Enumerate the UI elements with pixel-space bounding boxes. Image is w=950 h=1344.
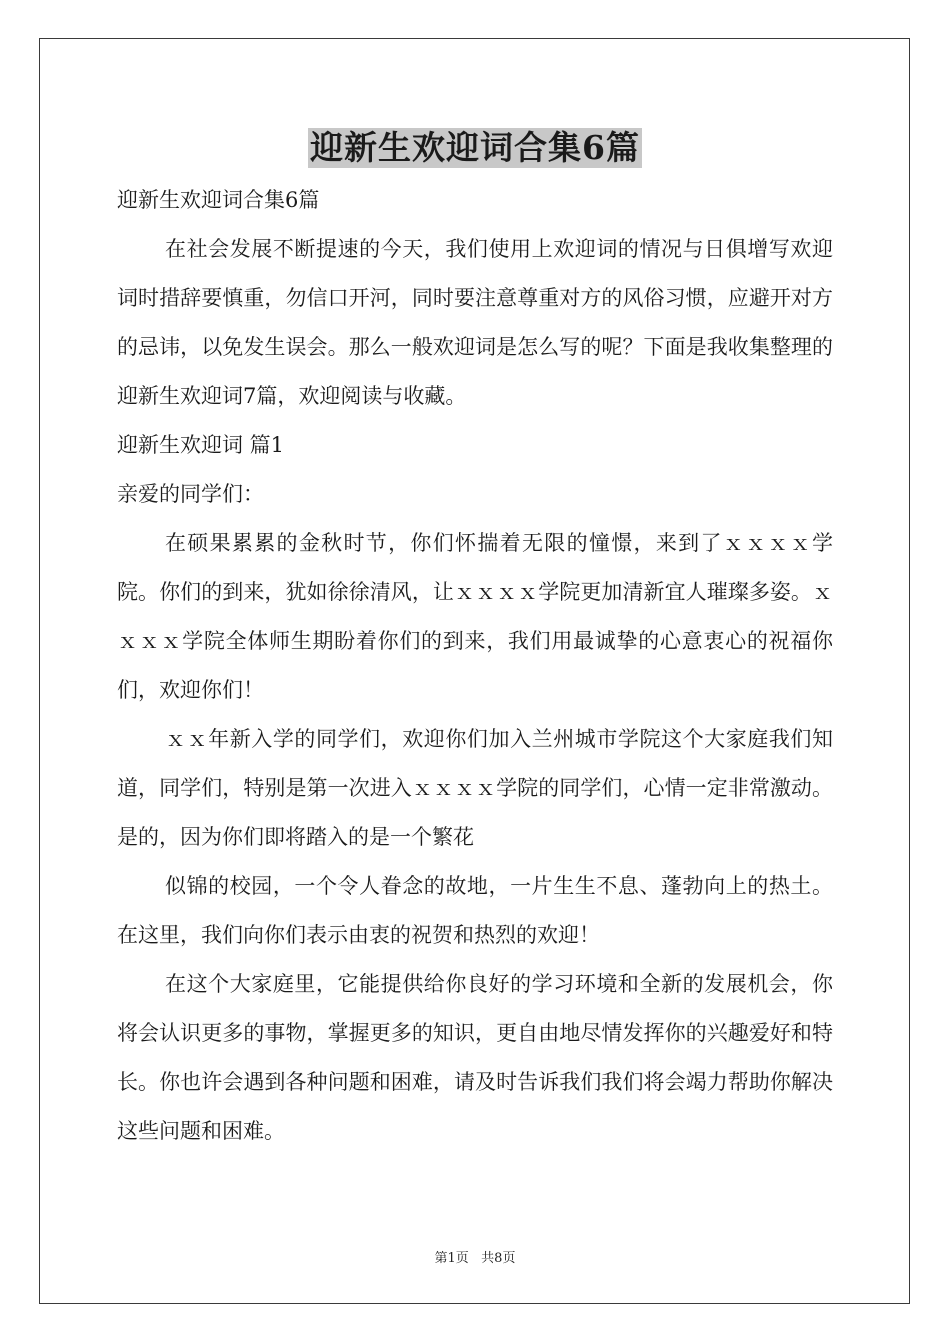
salutation: 亲爱的同学们： <box>117 482 264 506</box>
body-paragraph-2: ｘｘ年新入学的同学们，欢迎你们加入兰州城市学院这个大家庭我们知道，同学们，特别是第一次进入ｘｘｘｘ学院的同学们，心情一定非常激动。是的，因为你们即将踏入的是一个繁花 <box>117 727 833 849</box>
page-footer: 第1页 共8页 <box>434 1251 516 1266</box>
body-paragraph-1: 在硕果累累的金秋时节，你们怀揣着无限的憧憬，来到了ｘｘｘｘ学院。你们的到来，犹如徐徐清风，让ｘｘｘｘ学院更加清新宜人璀璨多姿。ｘｘｘｘ学院全体师生期盼着你们的到来，我们用最诚挚的心意衷心的祝福你们，欢迎你们！ <box>117 531 833 702</box>
document-subtitle: 迎新生欢迎词合集6篇 <box>117 188 320 212</box>
document-title <box>0 128 950 168</box>
document-body <box>117 176 833 1156</box>
intro-paragraph: 在社会发展不断提速的今天，我们使用上欢迎词的情况与日俱增写欢迎词时措辞要慎重，勿信口开河，同时要注意尊重对方的风俗习惯，应避开对方的忌讳，以免发生误会。那么一般欢迎词是怎么写的呢？下面是我收集整理的迎新生欢迎词7篇，欢迎阅读与收藏。 <box>117 237 833 408</box>
section-heading: 迎新生欢迎词 篇1 <box>117 433 285 457</box>
body-paragraph-3: 似锦的校园，一个令人眷念的故地，一片生生不息、蓬勃向上的热土。在这里，我们向你们表示由衷的祝贺和热烈的欢迎！ <box>117 874 833 947</box>
body-paragraph-4: 在这个大家庭里，它能提供给你良好的学习环境和全新的发展机会，你将会认识更多的事物，掌握更多的知识，更自由地尽情发挥你的兴趣爱好和特长。你也许会遇到各种问题和困难，请及时告诉我们我们将会竭力帮助你解决这些问题和困难。 <box>117 972 833 1143</box>
document-title-text: 迎新生欢迎词合集6篇 <box>310 128 640 167</box>
